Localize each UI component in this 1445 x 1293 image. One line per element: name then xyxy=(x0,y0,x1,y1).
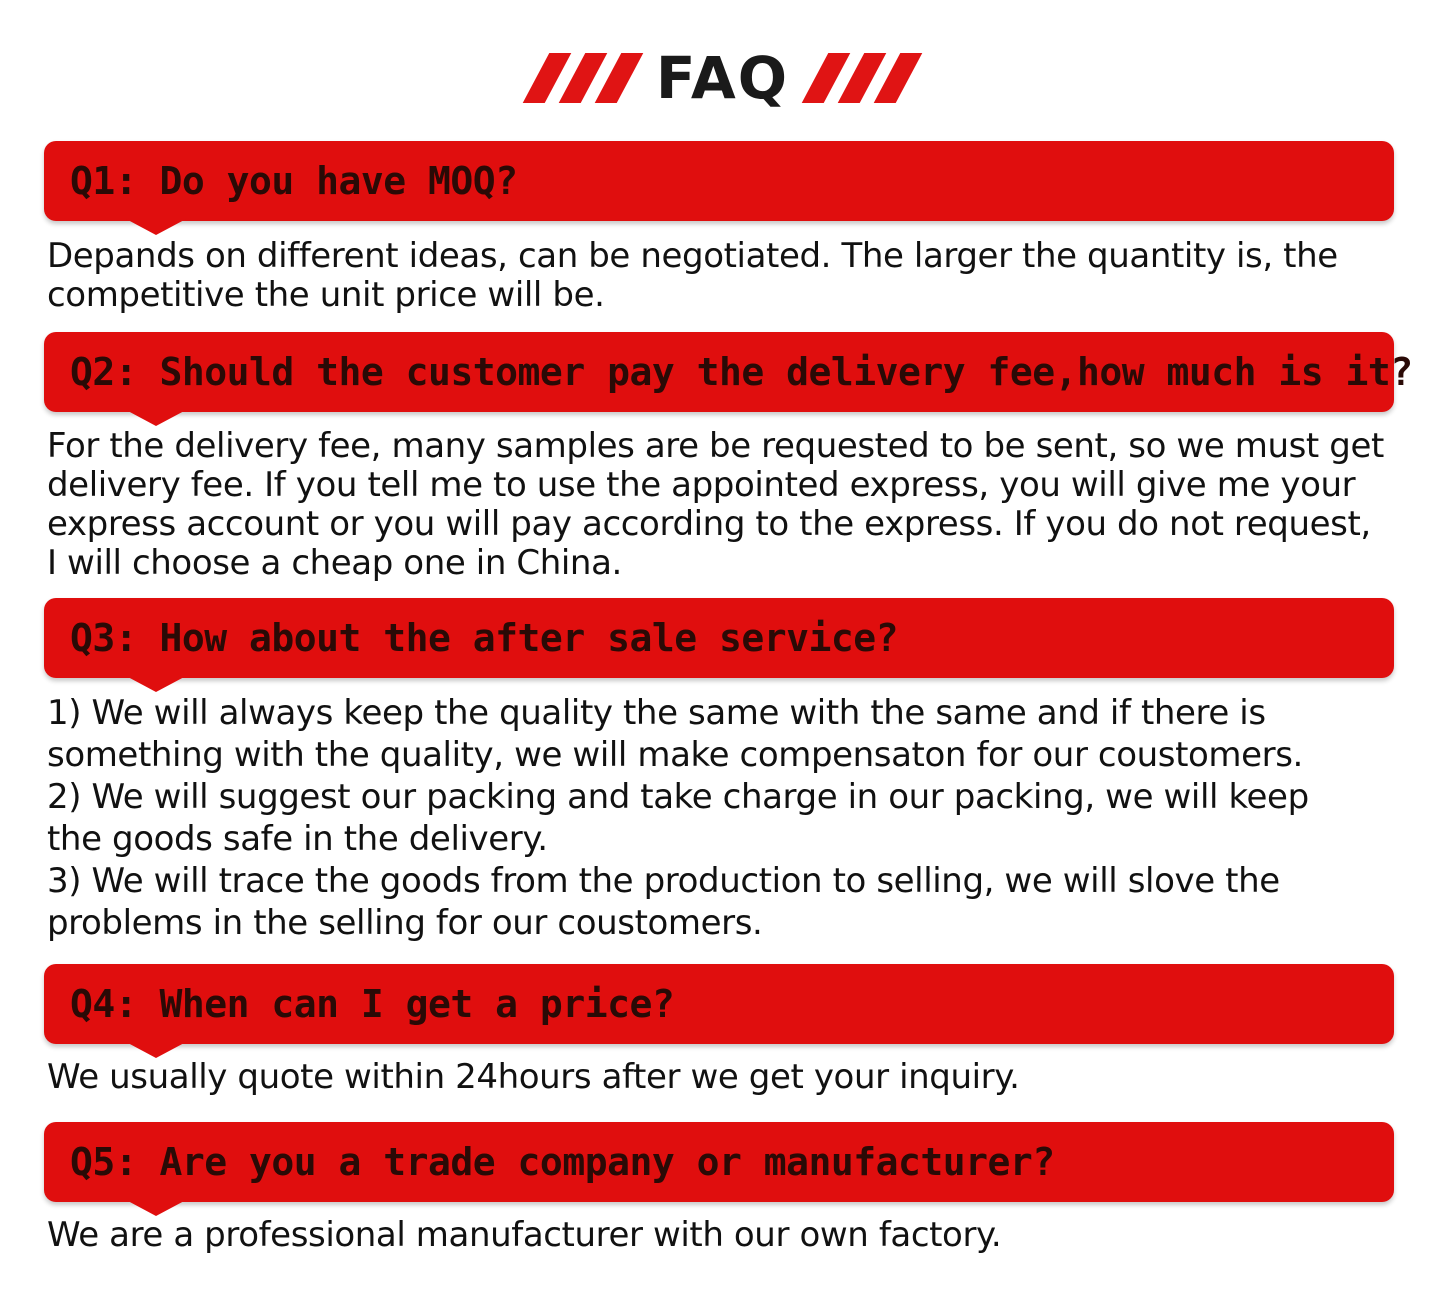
answer-block-1 xyxy=(47,237,1439,315)
question-text: Q1: Do you have MOQ? xyxy=(70,159,518,203)
answer-line: For the delivery fee, many samples are be requested to be sent, so we must get xyxy=(47,426,1384,466)
question-banner-3 xyxy=(44,598,1394,678)
answer-line: delivery fee. If you tell me to use the appointed express, you will give me your xyxy=(47,465,1356,505)
answer-line: problems in the selling for our coustomers. xyxy=(47,903,763,943)
answer-line: 2) We will suggest our packing and take charge in our packing, we will keep xyxy=(47,777,1309,817)
question-text: Q5: Are you a trade company or manufacturer? xyxy=(70,1140,1055,1184)
question-text: Q4: When can I get a price? xyxy=(70,982,675,1026)
right-stripes-decoration xyxy=(815,53,909,103)
answer-line: competitive the unit price will be. xyxy=(47,275,605,315)
answer-line: 3) We will trace the goods from the production to selling, we will slove the xyxy=(47,861,1280,901)
left-stripes-decoration xyxy=(536,53,630,103)
question-banner-1 xyxy=(44,141,1394,221)
answer-block-3 xyxy=(47,692,1439,944)
page-title: FAQ xyxy=(655,44,790,112)
answer-line: We are a professional manufacturer with our own factory. xyxy=(47,1215,1002,1255)
answer-block-5 xyxy=(47,1216,1439,1255)
answer-block-2 xyxy=(47,427,1439,583)
answer-line: Depands on different ideas, can be negotiated. The larger the quantity is, the xyxy=(47,236,1338,276)
answer-line: something with the quality, we will make compensaton for our coustomers. xyxy=(47,735,1303,775)
answer-line: express account or you will pay according to the express. If you do not request, xyxy=(47,504,1371,544)
answer-line: I will choose a cheap one in China. xyxy=(47,543,622,583)
question-banner-2 xyxy=(44,332,1413,412)
faq-header xyxy=(0,38,1445,118)
answer-line: We usually quote within 24hours after we get your inquiry. xyxy=(47,1057,1020,1097)
answer-line: 1) We will always keep the quality the same with the same and if there is xyxy=(47,693,1266,733)
question-banner-4 xyxy=(44,964,1394,1044)
answer-line: the goods safe in the delivery. xyxy=(47,819,548,859)
question-banner-5 xyxy=(44,1122,1394,1202)
answer-block-4 xyxy=(47,1058,1439,1097)
question-text: Q2: Should the customer pay the delivery fee,how much is it? xyxy=(70,350,1413,394)
question-text: Q3: How about the after sale service? xyxy=(70,616,898,660)
